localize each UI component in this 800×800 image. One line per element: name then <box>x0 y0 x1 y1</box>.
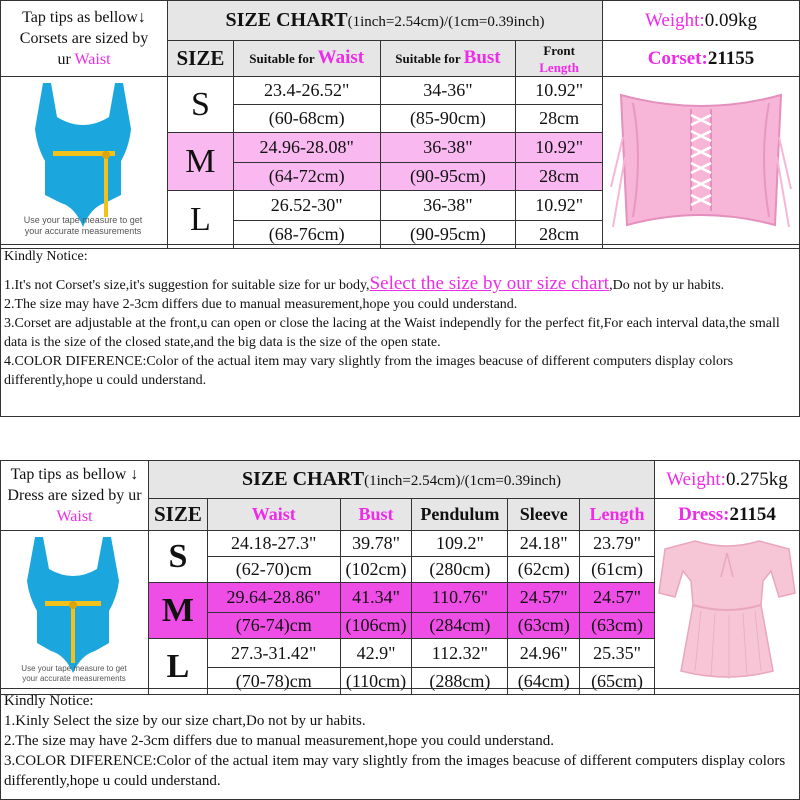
tips-waist-word: Waist <box>56 508 93 525</box>
size-letter: S <box>148 531 207 583</box>
measure-illustration <box>1 531 149 695</box>
table-row: (64-72cm) (90-95cm) 28cm <box>1 163 800 191</box>
notice-item-2: 2.The size may have 2-3cm differs due to manual measurement,hope you could understand. <box>4 297 518 312</box>
weight-value: 0.09kg <box>704 9 757 31</box>
tips-line-1: Tap tips as bellow↓ <box>22 9 146 26</box>
dress-notice <box>0 688 800 800</box>
table-row: (60-68cm) (85-90cm) 28cm <box>1 105 800 133</box>
dress-item-number: Dress:21154 <box>654 499 799 531</box>
tips-line-1: Tap tips as bellow ↓ <box>10 466 139 483</box>
notice-item-1: 1.It's not Corset's size,it's suggestion for suitable size for ur body,Select the size by our size chart,Do not by ur habits. <box>4 273 725 294</box>
size-letter: L <box>148 639 207 695</box>
col-waist-header: Waist <box>207 499 340 531</box>
measure-caption-2: your accurate measurements <box>22 674 127 683</box>
measure-caption-2: your accurate measurements <box>25 226 142 236</box>
corset-size-table <box>0 0 800 249</box>
tips-waist-word: Waist <box>74 51 111 68</box>
tips-line-2: Dress are sized by ur <box>7 487 142 504</box>
corset-item-number: Corset:21155 <box>602 41 799 77</box>
col-bust-header: Suitable for Bust <box>380 41 516 77</box>
notice-item-4: 4.COLOR DIFERENCE:Color of the actual item may vary slightly from the images beacuse of different computers display colors differently,hope u could understand. <box>4 354 734 388</box>
weight-value: 0.275kg <box>725 468 788 490</box>
size-header: SIZE <box>148 499 207 531</box>
pink-dress-icon <box>655 531 798 689</box>
corset-weight: Weight:0.09kg <box>602 1 799 41</box>
corset-title: SIZE CHART(1inch=2.54cm)/(1cm=0.39inch) <box>167 1 602 41</box>
title-units: (1inch=2.54cm)/(1cm=0.39inch) <box>364 473 561 489</box>
tips-line-3: ur <box>57 51 75 68</box>
table-row: (70-78)cm (110cm) (288cm) (64cm) (65cm) <box>1 668 800 695</box>
table-row: (68-76cm) (90-95cm) 28cm <box>1 221 800 249</box>
table-row: M 29.64-28.86" 41.34" 110.76" 24.57" 24.57" <box>1 583 800 613</box>
measure-illustration <box>1 77 168 249</box>
dress-title: SIZE CHART(1inch=2.54cm)/(1cm=0.39inch) <box>148 461 654 499</box>
table-row: Use your tape measure to get your accurate measurements S 23.4-26.52" 34-36" 10.92" <box>1 77 800 105</box>
select-size-link: Select the size by our size chart <box>369 273 610 294</box>
table-row: Use your tape measure to get your accurate measurements S 24.18-27.3" 39.78" 109.2" 24.18" 23.79" <box>1 531 800 557</box>
col-sleeve-header: Sleeve <box>508 499 580 531</box>
title-units: (1inch=2.54cm)/(1cm=0.39inch) <box>347 14 545 30</box>
col-front-length-header: Front Length <box>516 41 603 77</box>
col-waist-header: Suitable for Waist <box>233 41 380 77</box>
notice-title: Kindly Notice: <box>4 249 88 264</box>
notice-title: Kindly Notice: <box>4 693 94 709</box>
notice-item-3: 3.COLOR DIFERENCE:Color of the actual item may vary slightly from the images beacuse of different computers display colors differently,hope u could understand. <box>4 753 786 789</box>
size-letter: S <box>167 77 233 133</box>
size-letter: L <box>167 191 233 249</box>
swimsuit-measure-icon <box>1 531 147 689</box>
size-letter: M <box>167 133 233 191</box>
size-letter: M <box>148 583 207 639</box>
col-length-header: Length <box>580 499 655 531</box>
dress-product-image <box>654 531 799 695</box>
tips-line-2: Corsets are sized by <box>19 30 149 47</box>
measure-caption-1: Use your tape measure to get <box>24 215 143 225</box>
notice-item-1: 1.Kinly Select the size by our size chart,Do not by ur habits. <box>4 713 366 729</box>
table-row: (62-70)cm (102cm) (280cm) (62cm) (61cm) <box>1 557 800 583</box>
table-row: L 26.52-30" 36-38" 10.92" <box>1 191 800 221</box>
notice-item-2: 2.The size may have 2-3cm differs due to manual measurement,hope you could understand. <box>4 733 554 749</box>
size-header: SIZE <box>167 41 233 77</box>
col-pendulum-header: Pendulum <box>412 499 508 531</box>
corset-notice <box>0 244 800 417</box>
table-row: L 27.3-31.42" 42.9" 112.32" 24.96" 25.35" <box>1 639 800 668</box>
measure-caption-1: Use your tape measure to get <box>21 664 128 673</box>
pink-corset-icon <box>603 77 798 243</box>
swimsuit-measure-icon <box>1 77 166 243</box>
dress-weight: Weight:0.275kg <box>654 461 799 499</box>
corset-product-image <box>602 77 799 249</box>
table-row: (76-74)cm (106cm) (284cm) (63cm) (63cm) <box>1 613 800 639</box>
dress-tips <box>1 461 149 531</box>
col-bust-header: Bust <box>340 499 412 531</box>
notice-item-3: 3.Corset are adjustable at the front,u can open or close the lacing at the Waist independly for the perfect fit,For each interval data,the small data is the size of the closed state,and the big data is the size of the open state. <box>4 316 780 350</box>
dress-size-chart <box>0 460 800 800</box>
table-row: M 24.96-28.08" 36-38" 10.92" <box>1 133 800 163</box>
dress-size-table <box>0 460 800 695</box>
corset-tips <box>1 1 168 77</box>
